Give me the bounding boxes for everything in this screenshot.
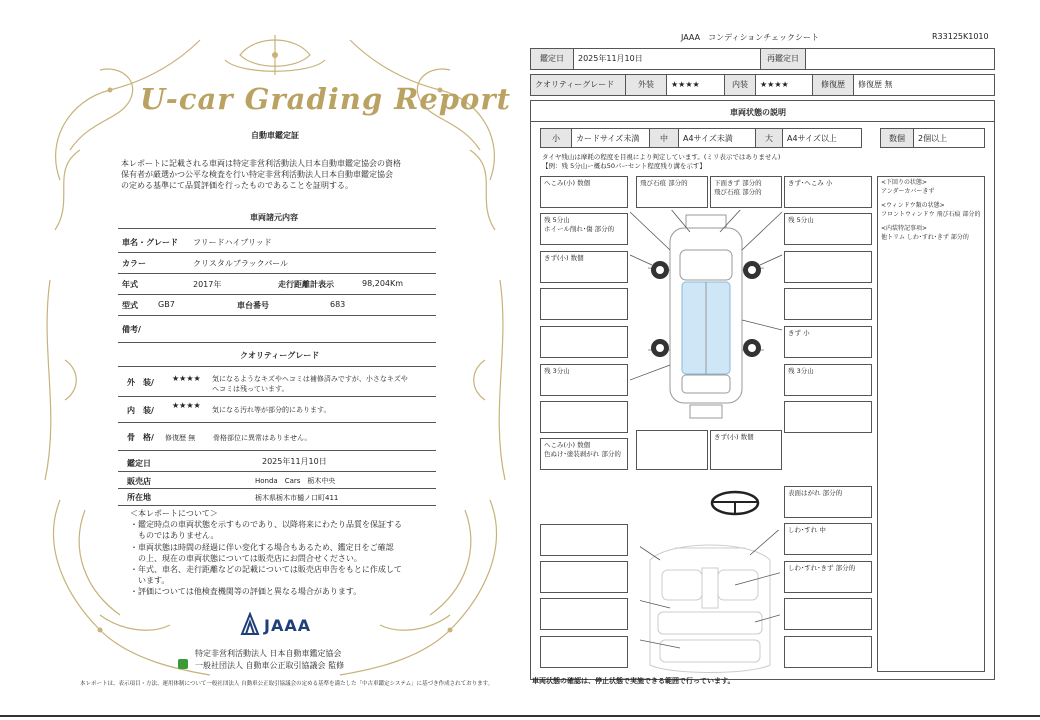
note-interior-left-3 <box>540 598 628 630</box>
count-value: 2個以上 <box>913 128 985 148</box>
note-right-7 <box>784 401 872 433</box>
size-medium-key: 中 <box>649 128 679 148</box>
inspection-date-label: 鑑定日 <box>127 459 151 468</box>
note-interior-4 <box>784 598 872 630</box>
repair-label: 修復歴 <box>812 74 854 96</box>
quality-heading: クオリティーグレード <box>240 351 320 360</box>
reference-number: R33125K1010 <box>932 32 989 41</box>
address-label: 所在地 <box>127 493 151 502</box>
fair-trade-mark <box>178 659 188 669</box>
tire-example: 【例：残 5分山ー概ね50パーセント程度残り溝を示す】 <box>542 162 706 170</box>
count-label: 数個 <box>880 128 914 148</box>
interior-stars: ★★★★ <box>172 401 201 410</box>
int-stars: ★★★★ <box>755 74 813 96</box>
int-label: 内装 <box>724 74 756 96</box>
note-interior-2: しわ･すれ 中 <box>784 523 872 555</box>
note-left-2: 残 5分山 ホイール削れ･傷 部分的 <box>540 213 628 245</box>
note-top-1: 飛び石痕 部分的 <box>636 176 708 208</box>
note-top-2: 下面きず 部分的 飛び石痕 部分的 <box>710 176 782 208</box>
note-left-4 <box>540 288 628 320</box>
report-notes: ＜本レポートについて＞ ・鑑定時点の車両状態を示すものであり、以降将来にわたり品質を保証する ものではありません。 ・車両状態は時間の経過に伴い変化する場合もあるため、鑑定日をご確認 の上、現在の車両状態については販売店にお問合せください。 ・年式、車名、走行距離などの記載については販売店申告をもとに作成して います。 ・評価については他検査機関等の評価と異なる場合があります。 <box>130 509 402 597</box>
year-label: 年式 <box>122 280 138 289</box>
note-right-4 <box>784 288 872 320</box>
note-right-3 <box>784 251 872 283</box>
size-large-value: A4サイズ以上 <box>782 128 862 148</box>
repair-value: 修復歴 無 <box>853 74 995 96</box>
certificate-subtitle: 自動車鑑定証 <box>251 131 299 140</box>
note-right-1: きず･へこみ 小 <box>784 176 872 208</box>
dealer-label: 販売店 <box>127 477 151 486</box>
note-interior-left-2 <box>540 561 628 593</box>
date-value: 2025年11月10日 <box>573 48 761 70</box>
car-name-label: 車名・グレード <box>122 238 178 247</box>
side-notes: <下回りの状態> アンダーカバーきず <ウィンドウ類の状態> フロントウィンドウ 飛び石痕 部分的 <内装特記事項> 他トリム しわ･すれ･きず 部分的 <box>881 179 981 241</box>
ext-stars: ★★★★ <box>666 74 725 96</box>
ext-label: 外装 <box>625 74 667 96</box>
report-script-title: U-car Grading Report <box>140 82 512 116</box>
inspection-date-value: 2025年11月10日 <box>262 457 327 466</box>
remarks-label: 備考/ <box>122 325 141 334</box>
year-value: 2017年 <box>193 280 222 289</box>
note-left-5 <box>540 326 628 358</box>
note-interior-5 <box>784 636 872 668</box>
note-interior-1: 表面はがれ 部分的 <box>784 486 872 518</box>
note-left-6: 残 3分山 <box>540 364 628 396</box>
note-right-2: 残 5分山 <box>784 213 872 245</box>
jaaa-logo-icon <box>240 612 260 636</box>
date-label: 鑑定日 <box>530 48 574 70</box>
section-title: 車両状態の説明 <box>730 108 786 117</box>
mileage-label: 走行距離計表示 <box>278 280 334 289</box>
note-right-5: きず 小 <box>784 326 872 358</box>
redate-value <box>805 48 995 70</box>
mileage-value: 98,204Km <box>362 279 404 288</box>
side-notes-panel <box>877 176 985 672</box>
grade-label: クオリティーグレード <box>530 74 626 96</box>
repair-history: 修復歴 無 <box>165 434 196 442</box>
interior-diagram <box>640 530 780 678</box>
note-bottom-1 <box>636 430 708 470</box>
model-value: GB7 <box>158 300 175 309</box>
size-medium-value: A4サイズ未満 <box>678 128 756 148</box>
org-fair-trade: 一般社団法人 自動車公正取引協議会 監修 <box>195 661 345 670</box>
sheet-title: JAAA コンディションチェックシート <box>681 33 820 42</box>
exterior-stars: ★★★★ <box>172 374 201 383</box>
color-value: クリスタルブラックパール <box>193 259 289 268</box>
note-interior-left-1 <box>540 524 628 556</box>
bottom-note: 車両状態の確認は、停止状態で実施できる範囲で行っています。 <box>532 677 735 685</box>
note-left-3: きず(小) 数個 <box>540 251 628 283</box>
spec-heading: 車両諸元内容 <box>250 213 298 222</box>
redate-label: 再鑑定日 <box>760 48 806 70</box>
note-interior-3: しわ･すれ･きず 部分的 <box>784 561 872 593</box>
model-label: 型式 <box>122 301 138 310</box>
dealer-value: Honda Cars 栃木中央 <box>255 477 336 485</box>
note-right-6: 残 3分山 <box>784 364 872 396</box>
address-value: 栃木県栃木市樋ノ口町411 <box>255 494 339 502</box>
car-name-value: フリードハイブリッド <box>193 238 272 247</box>
size-large-key: 大 <box>755 128 783 148</box>
tire-note: タイヤ残山は摩耗の程度を目視により判定しています。(ミリ表示ではありません) <box>542 153 781 161</box>
note-interior-left-4 <box>540 636 628 668</box>
color-label: カラー <box>122 259 146 268</box>
size-small-key: 小 <box>540 128 572 148</box>
bottom-rule <box>0 715 1040 717</box>
note-left-1: へこみ(小) 数個 <box>540 176 628 208</box>
left-footer: 本レポートは、表示項目・方法、運用体制について一般社団法人 自動車公正取引協議会の定める基準を満たした「中古車鑑定システム」に基づき作成されております。 <box>80 681 494 687</box>
chassis-label: 車台番号 <box>237 301 269 310</box>
note-left-7 <box>540 401 628 433</box>
note-left-8: へこみ(小) 数個 色ぬけ･塗装剥がれ 部分的 <box>540 438 628 470</box>
certificate-intro: 本レポートに記載される車両は特定非営利活動法人日本自動車鑑定協会の資格 保有者が厳選かつ公平な検査を行い特定非営利活動法人日本自動車鑑定協会 の定める基準にて品質評価を行ったものであることを証明する。 <box>121 159 401 190</box>
note-bottom-2: きず(小) 数個 <box>710 430 782 470</box>
jaaa-logo: JAAA <box>240 612 320 638</box>
exterior-car-diagram <box>630 210 782 425</box>
chassis-value: 683 <box>330 300 346 309</box>
steering-wheel-icon <box>710 490 760 516</box>
size-small-value: カードサイズ未満 <box>571 128 650 148</box>
org-jaaa: 特定非営利活動法人 日本自動車鑑定協会 <box>195 649 342 658</box>
